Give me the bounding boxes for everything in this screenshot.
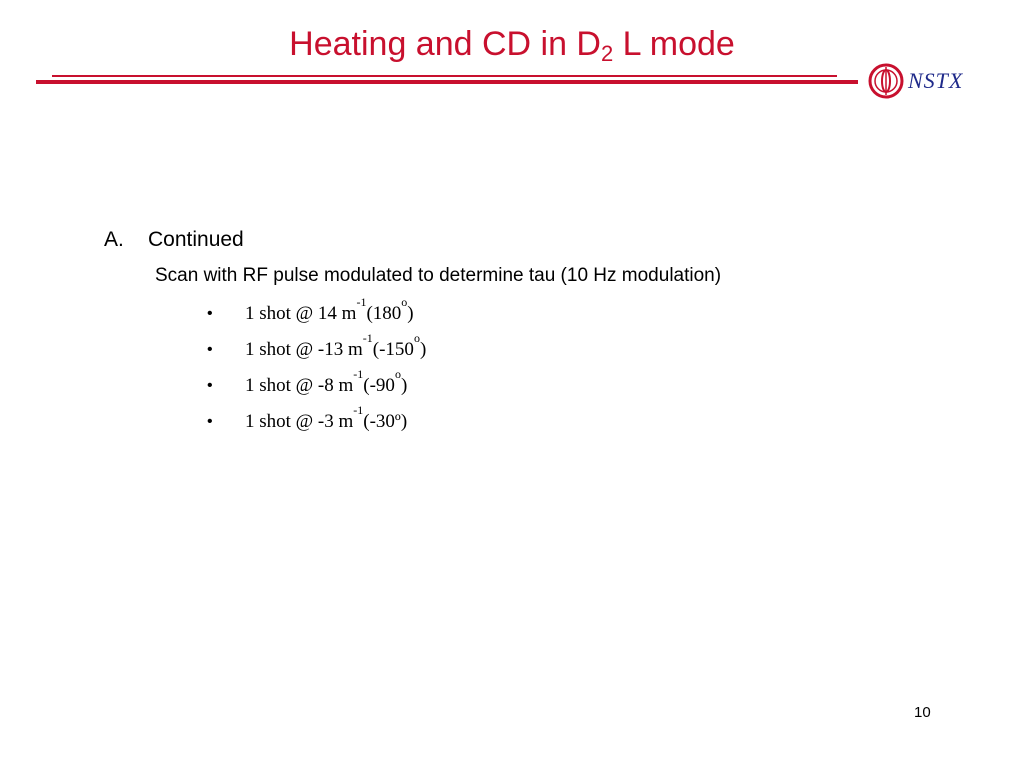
section-label: Continued <box>148 228 244 251</box>
bullet-text: 1 shot @ 14 m <box>245 303 357 324</box>
nstx-logo <box>868 62 992 100</box>
bullet-text: (180 <box>366 303 402 324</box>
bullet-superscript: -1 <box>353 367 364 381</box>
logo-text: NSTX <box>908 68 964 93</box>
bullet-marker: • <box>207 341 213 358</box>
bullet-superscript: -1 <box>356 295 367 309</box>
bullet-text: 1 shot @ -3 m <box>245 411 354 432</box>
title-rest: L mode <box>613 25 735 63</box>
title-subscript: 2 <box>600 41 614 66</box>
bullet-text: (-150 <box>372 339 414 360</box>
bullet-superscript: o <box>394 367 401 381</box>
slide-title <box>0 20 1024 68</box>
bullet-superscript: o <box>401 295 408 309</box>
section-marker: A. <box>104 228 124 251</box>
bullet-text: (-90 <box>363 375 395 396</box>
bullet-superscript: -1 <box>353 403 364 417</box>
bullet-item <box>207 367 426 410</box>
bullet-text: ) <box>407 303 414 324</box>
bullet-item <box>207 403 426 446</box>
bullet-item <box>207 295 426 338</box>
bullet-marker: • <box>207 377 213 394</box>
title-rule-thin <box>52 75 837 77</box>
bullet-text: 1 shot @ -8 m <box>245 375 354 396</box>
title-rule-thick <box>36 80 858 84</box>
bullet-item <box>207 331 427 374</box>
title-main: Heating and CD in D <box>289 25 601 63</box>
bullet-superscript: -1 <box>362 331 373 345</box>
bullet-text: ) <box>419 339 427 360</box>
bullet-list <box>207 295 427 446</box>
bullet-text: ) <box>400 375 408 396</box>
nstx-logo-icon <box>868 63 904 99</box>
bullet-marker: • <box>207 305 213 322</box>
bullet-text: ) <box>400 411 408 432</box>
bullet-superscript: o <box>413 331 420 345</box>
bullet-text: 1 shot @ -13 m <box>245 339 363 360</box>
page-number: 10 <box>914 704 931 721</box>
subheading: Scan with RF pulse modulated to determine tau (10 Hz modulation) <box>155 265 722 286</box>
section-heading <box>104 228 244 252</box>
bullet-text: (-30º <box>363 411 401 432</box>
bullet-marker: • <box>207 413 213 430</box>
